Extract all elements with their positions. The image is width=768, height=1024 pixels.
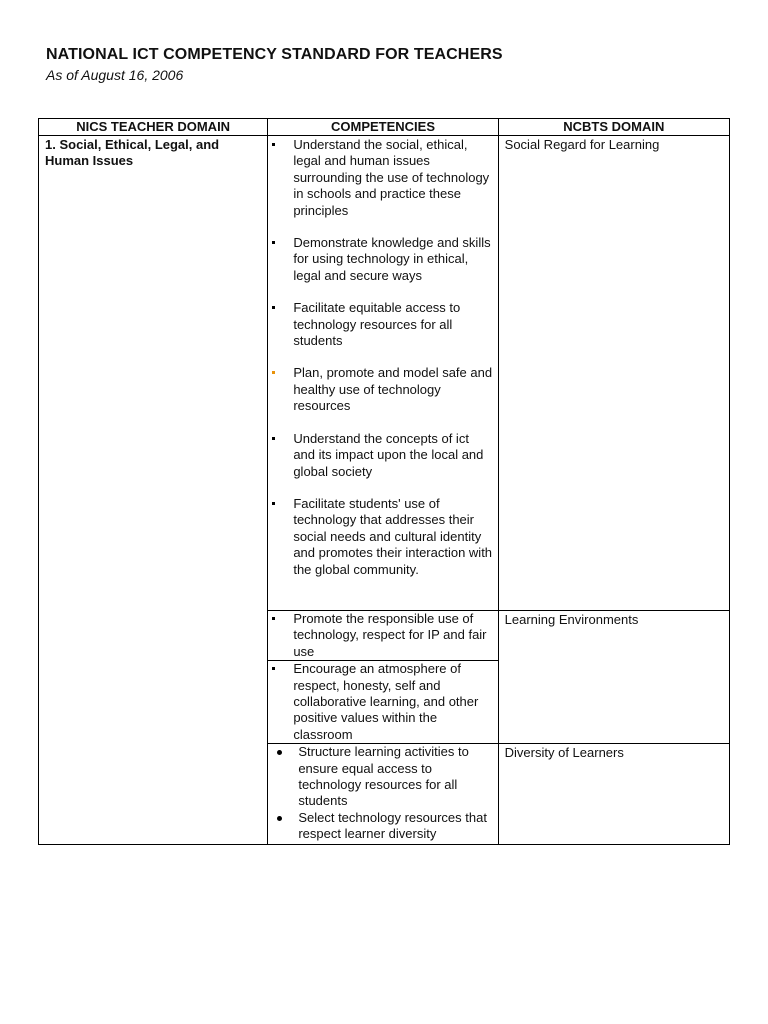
square-bullet-icon	[272, 306, 275, 309]
document-subtitle: As of August 16, 2006	[46, 67, 184, 83]
document-title: NATIONAL ICT COMPETENCY STANDARD FOR TEACHERS	[46, 46, 503, 63]
square-bullet-icon	[272, 143, 275, 146]
square-bullet-icon	[272, 667, 275, 670]
competency-list	[268, 744, 497, 842]
table-header-row	[39, 119, 730, 136]
header-nics-teacher-domain: NICS TEACHER DOMAIN	[39, 119, 268, 136]
list-item: Structure learning activities to ensure equal access to technology resources for all students	[268, 744, 497, 810]
teacher-domain-cell	[39, 136, 268, 845]
table-row	[39, 136, 730, 611]
header-competencies: COMPETENCIES	[268, 119, 498, 136]
ncbts-domain-label: Learning Environments	[504, 612, 639, 627]
square-bullet-icon	[272, 617, 275, 620]
ncbts-domain-cell	[498, 136, 729, 611]
competency-list	[268, 137, 497, 578]
list-item: Understand the concepts of ict and its impact upon the local and global society	[268, 431, 497, 480]
ncbts-domain-cell	[498, 611, 729, 744]
list-item: Understand the social, ethical, legal and human issues surrounding the use of technology in schools and practice these principles	[268, 137, 497, 219]
list-item: Facilitate equitable access to technology resources for all students	[268, 300, 497, 349]
competencies-cell	[268, 611, 498, 661]
square-bullet-icon	[272, 371, 275, 374]
round-bullet-icon	[277, 750, 282, 755]
teacher-domain-label: 1. Social, Ethical, Legal, and Human Issues	[45, 137, 220, 169]
list-item: Plan, promote and model safe and healthy use of technology resources	[268, 365, 497, 414]
round-bullet-icon	[277, 816, 282, 821]
list-item: Promote the responsible use of technology, respect for IP and fair use	[268, 611, 497, 660]
competencies-cell	[268, 744, 498, 845]
ncbts-domain-cell	[498, 744, 729, 845]
list-item: Select technology resources that respect learner diversity	[268, 810, 497, 843]
square-bullet-icon	[272, 502, 275, 505]
ncbts-domain-label: Social Regard for Learning	[504, 137, 660, 152]
square-bullet-icon	[272, 241, 275, 244]
competencies-cell	[268, 136, 498, 611]
list-item: Demonstrate knowledge and skills for using technology in ethical, legal and secure ways	[268, 235, 497, 284]
header-ncbts-domain: NCBTS DOMAIN	[498, 119, 729, 136]
ncbts-domain-label: Diversity of Learners	[504, 745, 624, 761]
competency-list	[268, 611, 497, 660]
competency-list	[268, 661, 497, 743]
list-item: Encourage an atmosphere of respect, honesty, self and collaborative learning, and other positive values within the classroom	[268, 661, 497, 743]
competency-table	[38, 118, 730, 845]
list-item: Facilitate students' use of technology that addresses their social needs and cultural identity and promotes their interaction with the global community.	[268, 496, 497, 578]
competencies-cell	[268, 661, 498, 744]
square-bullet-icon	[272, 437, 275, 440]
